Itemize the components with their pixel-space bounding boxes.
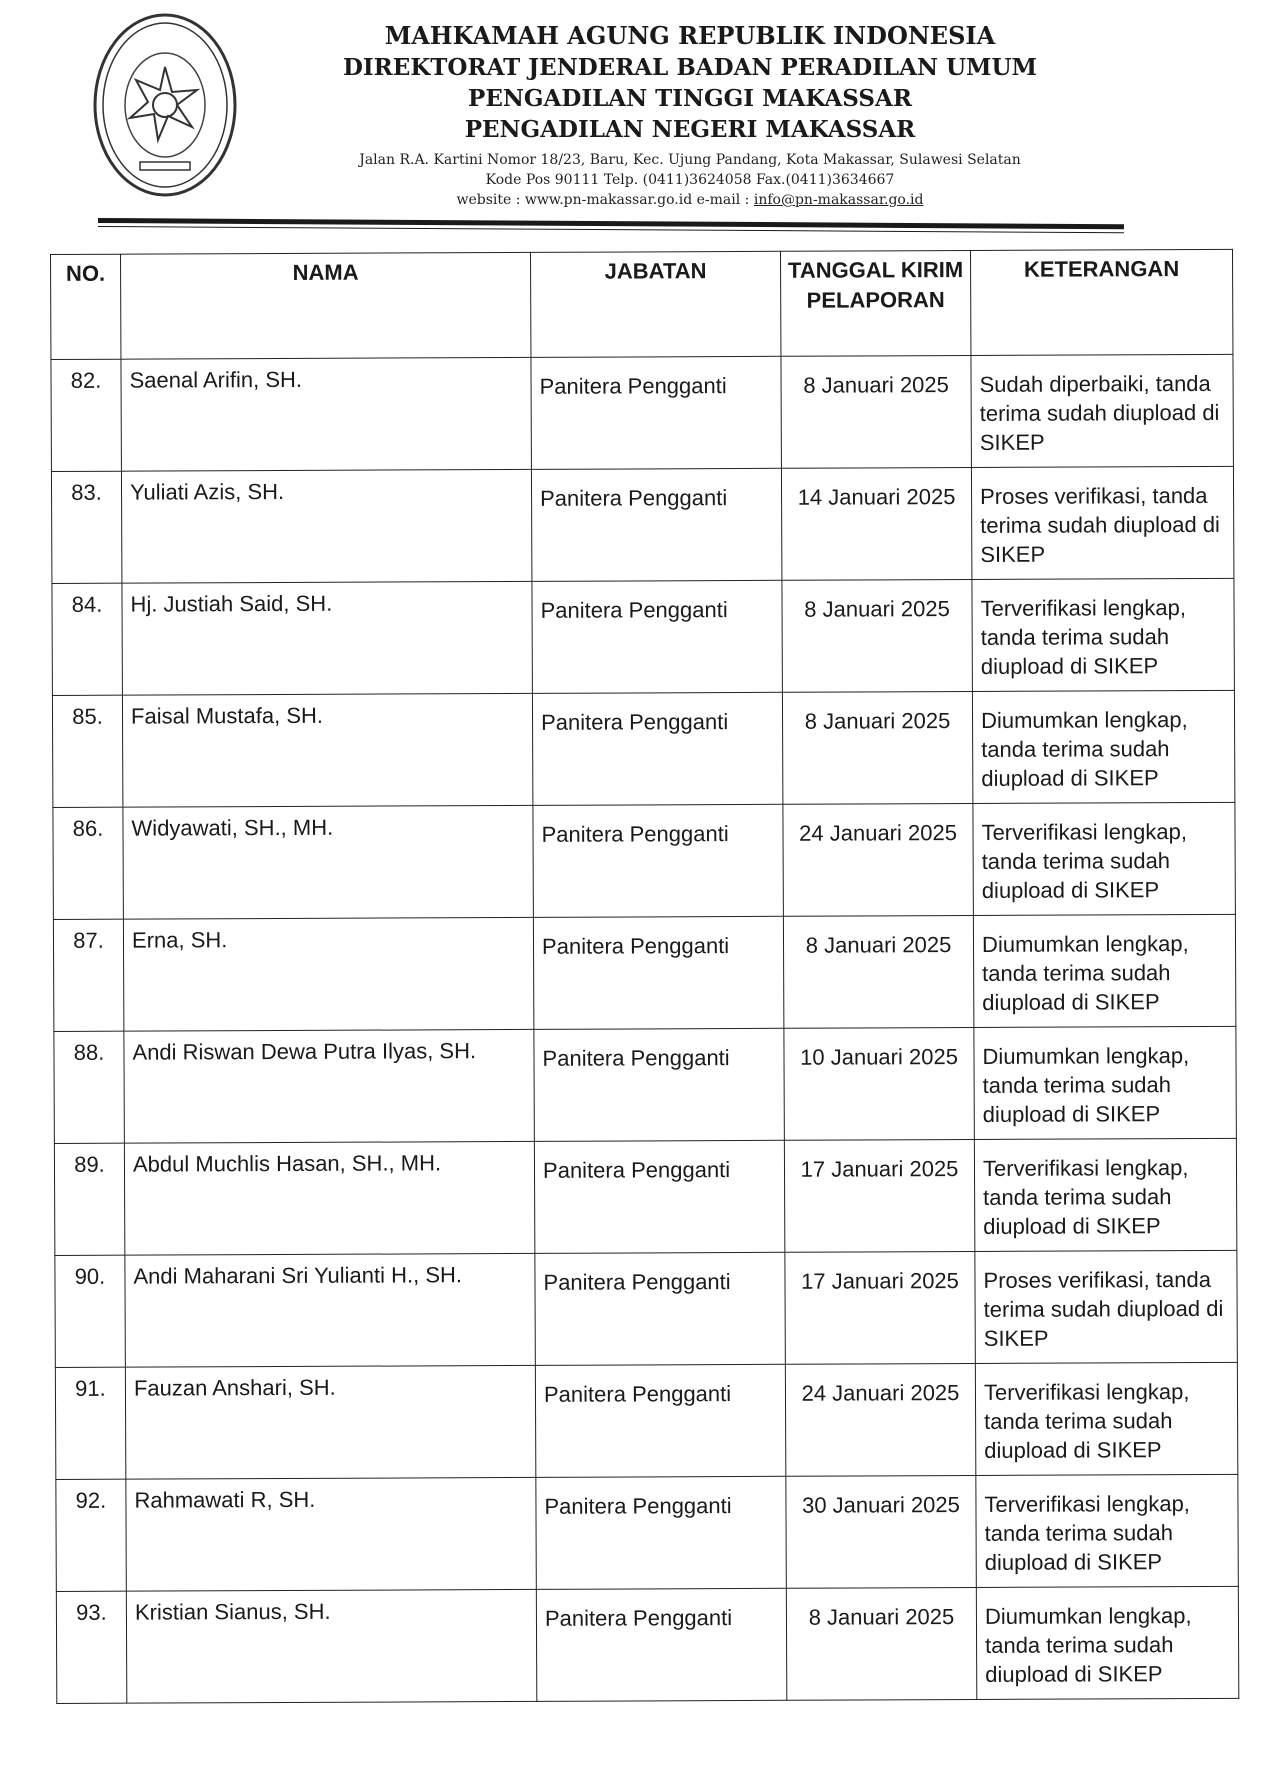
cell-nama: Andi Riswan Dewa Putra Ilyas, SH. bbox=[124, 1029, 534, 1143]
header-nama: NAMA bbox=[121, 252, 531, 359]
cell-jabatan: Panitera Pengganti bbox=[532, 580, 782, 693]
cell-tanggal: 8 Januari 2025 bbox=[782, 579, 972, 692]
table-row bbox=[54, 1026, 1236, 1143]
header-line-2: DIREKTORAT JENDERAL BADAN PERADILAN UMUM bbox=[342, 54, 1038, 81]
cell-no: 85. bbox=[52, 695, 122, 807]
cell-keterangan: Terverifikasi lengkap, tanda terima sudah diupload di SIKEP bbox=[975, 1362, 1237, 1475]
cell-no: 92. bbox=[56, 1479, 126, 1591]
table-header-row bbox=[51, 249, 1233, 359]
header-no: NO. bbox=[51, 254, 121, 359]
website-label: website : www.pn-makassar.go.id e-mail : bbox=[456, 192, 754, 208]
cell-tanggal: 24 Januari 2025 bbox=[783, 803, 973, 916]
cell-keterangan: Diumumkan lengkap, tanda terima sudah diupload di SIKEP bbox=[973, 914, 1235, 1027]
cell-jabatan: Panitera Pengganti bbox=[536, 1588, 786, 1701]
cell-tanggal: 10 Januari 2025 bbox=[784, 1027, 974, 1140]
cell-tanggal: 8 Januari 2025 bbox=[783, 915, 973, 1028]
contact-line: Kode Pos 90111 Telp. (0411)3624058 Fax.(0411)3634667 bbox=[485, 172, 895, 188]
reporting-table bbox=[50, 249, 1239, 1704]
cell-tanggal: 30 Januari 2025 bbox=[786, 1475, 976, 1588]
cell-no: 91. bbox=[55, 1367, 125, 1479]
header-keterangan: KETERANGAN bbox=[970, 249, 1232, 355]
cell-no: 84. bbox=[52, 583, 122, 695]
cell-keterangan: Proses verifikasi, tanda terima sudah diupload di SIKEP bbox=[971, 466, 1233, 579]
header-tanggal: TANGGAL KIRIM PELAPORAN bbox=[780, 250, 970, 356]
cell-keterangan: Diumumkan lengkap, tanda terima sudah diupload di SIKEP bbox=[976, 1586, 1238, 1699]
cell-nama: Saenal Arifin, SH. bbox=[121, 357, 531, 471]
cell-nama: Kristian Sianus, SH. bbox=[126, 1589, 536, 1703]
cell-nama: Fauzan Anshari, SH. bbox=[125, 1365, 535, 1479]
address-line: Jalan R.A. Kartini Nomor 18/23, Baru, Kec. Ujung Pandang, Kota Makassar, Sulawesi Selatan bbox=[359, 152, 1021, 168]
institution-header bbox=[260, 20, 1120, 145]
table-row bbox=[51, 466, 1233, 583]
table-row bbox=[53, 802, 1235, 919]
cell-nama: Rahmawati R, SH. bbox=[126, 1477, 536, 1591]
header-line-4: PENGADILAN NEGERI MAKASSAR bbox=[464, 116, 916, 143]
cell-tanggal: 14 Januari 2025 bbox=[781, 467, 971, 580]
cell-jabatan: Panitera Pengganti bbox=[532, 692, 782, 805]
cell-nama: Abdul Muchlis Hasan, SH., MH. bbox=[124, 1141, 534, 1255]
cell-no: 82. bbox=[51, 359, 121, 471]
header-line-3: PENGADILAN TINGGI MAKASSAR bbox=[468, 85, 912, 112]
cell-jabatan: Panitera Pengganti bbox=[534, 1140, 784, 1253]
cell-nama: Erna, SH. bbox=[123, 917, 533, 1031]
web-line bbox=[260, 190, 1120, 210]
cell-no: 88. bbox=[54, 1031, 124, 1143]
cell-jabatan: Panitera Pengganti bbox=[531, 356, 781, 469]
letterhead bbox=[0, 0, 1275, 250]
table-row bbox=[56, 1586, 1238, 1703]
cell-no: 86. bbox=[53, 807, 123, 919]
header-jabatan: JABATAN bbox=[530, 251, 780, 357]
table-row bbox=[55, 1250, 1237, 1367]
cell-keterangan: Sudah diperbaiki, tanda terima sudah diupload di SIKEP bbox=[971, 354, 1233, 467]
court-seal-icon bbox=[92, 12, 238, 198]
cell-keterangan: Diumumkan lengkap, tanda terima sudah diupload di SIKEP bbox=[974, 1026, 1236, 1139]
cell-nama: Yuliati Azis, SH. bbox=[121, 469, 531, 583]
cell-keterangan: Terverifikasi lengkap, tanda terima sudah diupload di SIKEP bbox=[974, 1138, 1236, 1251]
table-row bbox=[52, 690, 1234, 807]
cell-jabatan: Panitera Pengganti bbox=[535, 1364, 785, 1477]
cell-jabatan: Panitera Pengganti bbox=[533, 804, 783, 917]
cell-jabatan: Panitera Pengganti bbox=[536, 1476, 786, 1589]
cell-keterangan: Diumumkan lengkap, tanda terima sudah diupload di SIKEP bbox=[972, 690, 1234, 803]
cell-jabatan: Panitera Pengganti bbox=[534, 1028, 784, 1141]
email-link[interactable]: info@pn-makassar.go.id bbox=[753, 192, 924, 208]
cell-keterangan: Terverifikasi lengkap, tanda terima sudah diupload di SIKEP bbox=[972, 578, 1234, 691]
cell-tanggal: 8 Januari 2025 bbox=[782, 691, 972, 804]
cell-tanggal: 17 Januari 2025 bbox=[784, 1139, 974, 1252]
cell-nama: Andi Maharani Sri Yulianti H., SH. bbox=[125, 1253, 535, 1367]
cell-keterangan: Terverifikasi lengkap, tanda terima sudah diupload di SIKEP bbox=[973, 802, 1235, 915]
cell-jabatan: Panitera Pengganti bbox=[531, 468, 781, 581]
cell-tanggal: 8 Januari 2025 bbox=[786, 1587, 976, 1700]
cell-no: 87. bbox=[53, 919, 123, 1031]
table-row bbox=[54, 1138, 1236, 1255]
cell-jabatan: Panitera Pengganti bbox=[535, 1252, 785, 1365]
cell-no: 83. bbox=[51, 471, 121, 583]
table-row bbox=[51, 354, 1233, 471]
table-row bbox=[53, 914, 1235, 1031]
table-row bbox=[52, 578, 1234, 695]
table-row bbox=[56, 1474, 1238, 1591]
address-block bbox=[260, 150, 1120, 210]
header-line-1: MAHKAMAH AGUNG REPUBLIK INDONESIA bbox=[384, 21, 996, 50]
cell-keterangan: Proses verifikasi, tanda terima sudah diupload di SIKEP bbox=[975, 1250, 1237, 1363]
cell-tanggal: 17 Januari 2025 bbox=[785, 1251, 975, 1364]
cell-nama: Widyawati, SH., MH. bbox=[123, 805, 533, 919]
cell-nama: Hj. Justiah Said, SH. bbox=[122, 581, 532, 695]
cell-nama: Faisal Mustafa, SH. bbox=[122, 693, 532, 807]
cell-tanggal: 8 Januari 2025 bbox=[781, 355, 971, 468]
cell-no: 93. bbox=[56, 1591, 126, 1703]
cell-no: 90. bbox=[55, 1255, 125, 1367]
cell-jabatan: Panitera Pengganti bbox=[533, 916, 783, 1029]
table-row bbox=[55, 1362, 1237, 1479]
cell-keterangan: Terverifikasi lengkap, tanda terima sudah diupload di SIKEP bbox=[976, 1474, 1238, 1587]
cell-no: 89. bbox=[54, 1143, 124, 1255]
cell-tanggal: 24 Januari 2025 bbox=[785, 1363, 975, 1476]
